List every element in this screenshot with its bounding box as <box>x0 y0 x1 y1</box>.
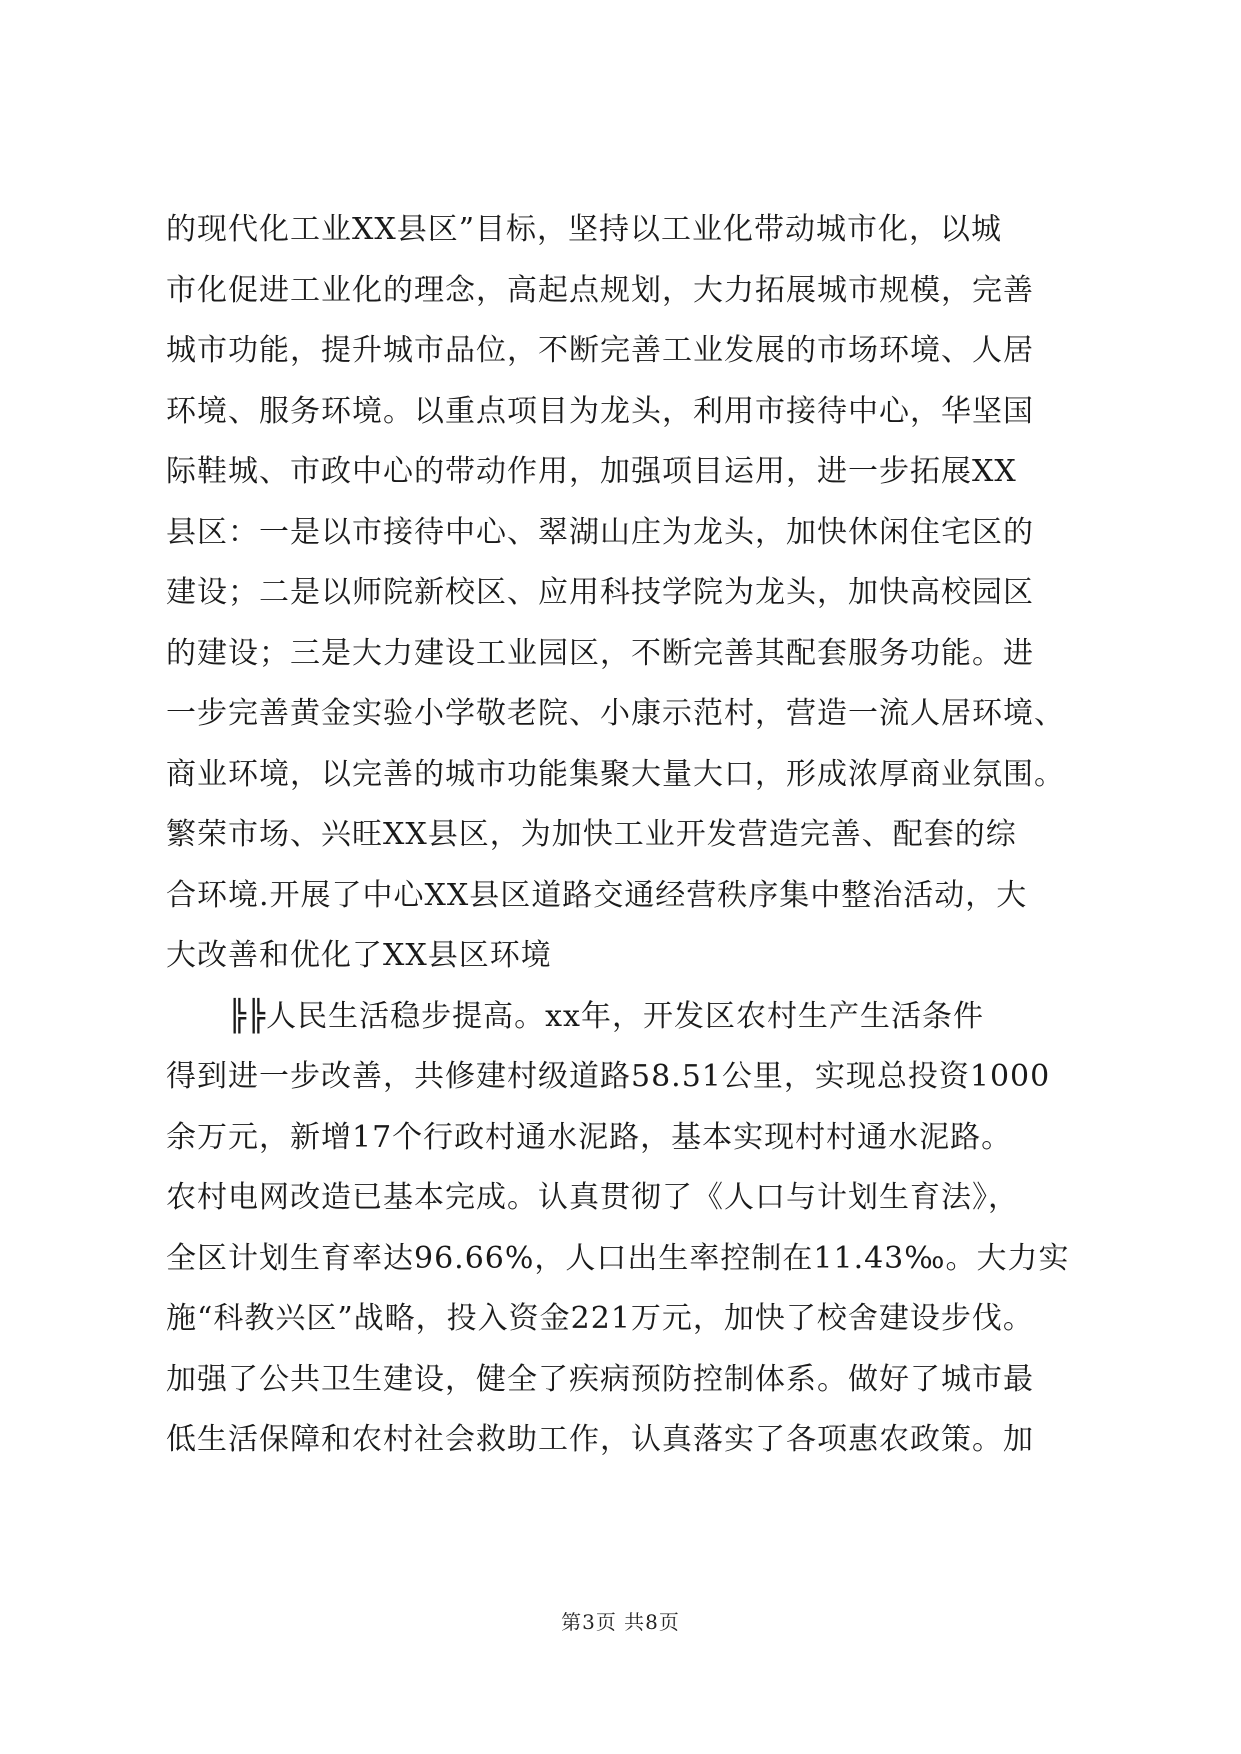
text-line: 商业环境，以完善的城市功能集聚大量大口，形成浓厚商业氛围。 <box>166 756 1065 792</box>
text-line: ╠╠人民生活稳步提高。xx年，开发区农村生产生活条件 <box>166 998 984 1034</box>
text-line: 际鞋城、市政中心的带动作用，加强项目运用，进一步拓展XX <box>166 454 1017 489</box>
text-line: 得到进一步改善，共修建村级道路58.51公里，实现总投资1000 <box>166 1059 1051 1094</box>
body-text <box>166 200 1084 1471</box>
text-line: 合环境.开展了中心XX县区道路交通经营秩序集中整治活动，大 <box>166 877 1028 913</box>
text-line: 环境、服务环境。以重点项目为龙头，利用市接待中心，华坚国 <box>166 393 1034 429</box>
text-line: 施“科教兴区”战略，投入资金221万元，加快了校舍建设步伐。 <box>166 1301 1034 1336</box>
text-line: 的现代化工业XX县区”目标，坚持以工业化带动城市化，以城 <box>166 212 1003 247</box>
text-line: 全区计划生育率达96.66%，人口出生率控制在11.43‰。大力实 <box>166 1240 1070 1276</box>
text-line: 余万元，新增17个行政村通水泥路，基本实现村村通水泥路。 <box>166 1119 1013 1155</box>
text-line: 加强了公共卫生建设，健全了疾病预防控制体系。做好了城市最 <box>166 1361 1034 1397</box>
text-line: 建设；二是以师院新校区、应用科技学院为龙头，加快高校园区 <box>166 575 1034 610</box>
page-footer: 第3页 共8页 <box>561 1610 680 1634</box>
text-line: 城市功能，提升城市品位，不断完善工业发展的市场环境、人居 <box>166 333 1034 368</box>
text-line: 繁荣市场、兴旺XX县区，为加快工业开发营造完善、配套的综 <box>166 817 1017 852</box>
text-line: 一步完善黄金实验小学敬老院、小康示范村，营造一流人居环境、 <box>166 696 1065 731</box>
text-line: 大改善和优化了XX县区环境 <box>166 938 552 973</box>
text-line: 市化促进工业化的理念，高起点规划，大力拓展城市规模，完善 <box>166 272 1034 308</box>
text-line: 农村电网改造已基本完成。认真贯彻了《人口与计划生育法》， <box>166 1180 1019 1215</box>
text-line: 的建设；三是大力建设工业园区，不断完善其配套服务功能。进 <box>166 635 1034 671</box>
text-line: 低生活保障和农村社会救助工作，认真落实了各项惠农政策。加 <box>166 1422 1034 1457</box>
text-line: 县区：一是以市接待中心、翠湖山庄为龙头，加快休闲住宅区的 <box>166 514 1034 550</box>
